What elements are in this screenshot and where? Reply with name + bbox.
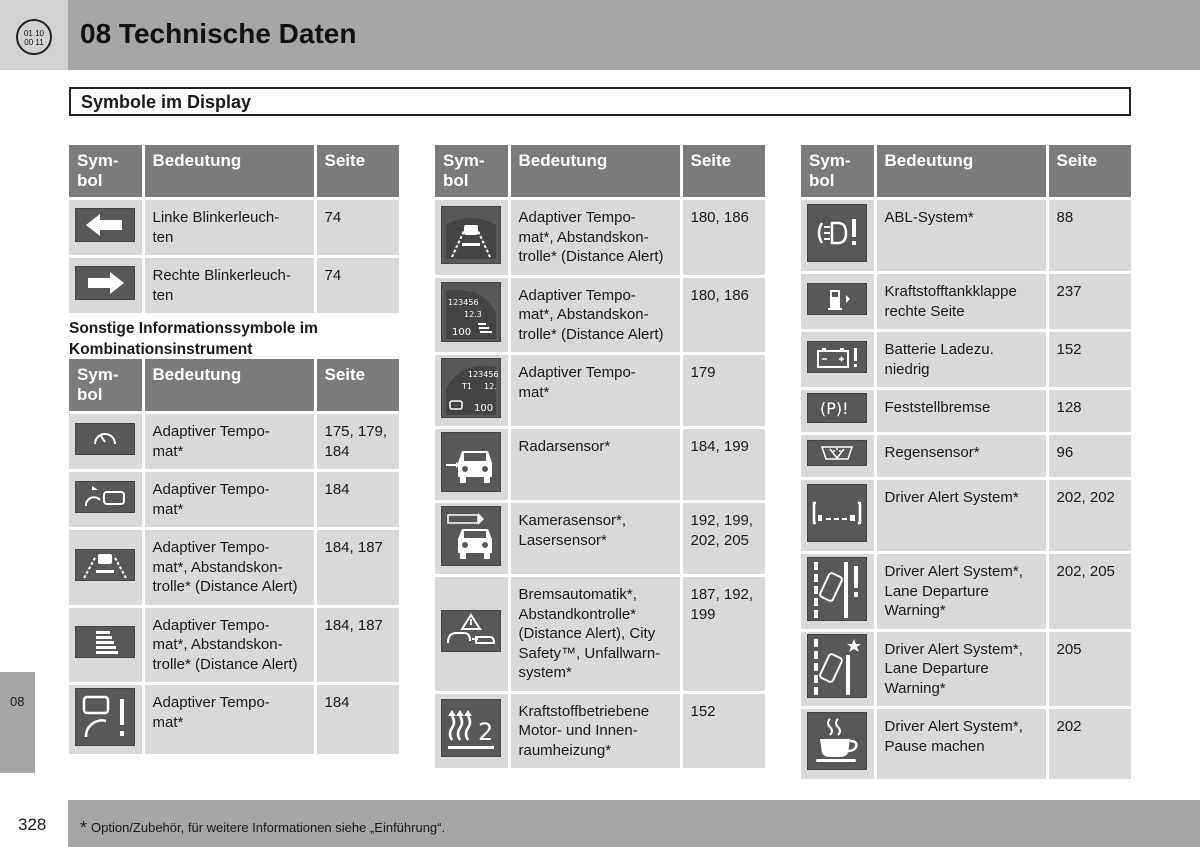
page-cell: 202, 202 — [1047, 479, 1131, 553]
display-trip-icon — [441, 358, 501, 418]
symbol-cell — [801, 479, 875, 553]
display-trip-label: T1 — [462, 381, 473, 391]
symbol-cell — [69, 257, 143, 315]
camera-sensor-icon — [441, 506, 501, 566]
page-cell: 205 — [1047, 630, 1131, 708]
table-row — [435, 354, 765, 428]
page-cell: 184, 187 — [315, 529, 399, 607]
page-title: 08 Technische Daten — [80, 18, 357, 49]
meaning-cell: Adaptiver Tempo- mat* — [143, 471, 315, 529]
meaning-cell: Regensensor* — [875, 434, 1047, 479]
display-trip: 12.3 — [464, 310, 483, 319]
symbol-cell — [69, 529, 143, 607]
meaning-cell: Driver Alert System*, Lane Departure Warning* — [875, 630, 1047, 708]
symbol-cell — [69, 684, 143, 756]
table-row — [801, 479, 1131, 553]
col-page: Seite — [681, 145, 765, 199]
table-row — [69, 199, 399, 257]
table-row — [801, 199, 1131, 273]
page-cell: 152 — [681, 692, 765, 770]
page-cell: 192, 199, 202, 205 — [681, 502, 765, 576]
meaning-cell: ABL-System* — [875, 199, 1047, 273]
header-left-block — [0, 0, 68, 70]
col-symbol: Sym- bol — [69, 145, 143, 199]
col-symbol: Sym- bol — [435, 145, 509, 199]
col-page: Seite — [1047, 145, 1131, 199]
symbol-cell — [69, 471, 143, 529]
radar-sensor-icon — [441, 432, 501, 492]
meaning-cell: Driver Alert System* — [875, 479, 1047, 553]
car-lane-icon — [75, 549, 135, 581]
page-cell: 237 — [1047, 273, 1131, 331]
col-symbol: Sym- bol — [69, 359, 143, 413]
right-symbol-table — [801, 145, 1131, 782]
table-row — [69, 606, 399, 684]
symbol-cell — [435, 428, 509, 502]
symbol-cell — [801, 630, 875, 708]
table-row — [801, 434, 1131, 479]
symbol-cell — [69, 413, 143, 471]
footnote-star: * — [80, 818, 88, 838]
meaning-cell: Adaptiver Tempo- mat*, Abstandskon- trolle* (Distance Alert) — [143, 529, 315, 607]
symbol-cell — [435, 502, 509, 576]
table-row — [69, 529, 399, 607]
coffee-cup-icon — [807, 712, 867, 770]
page-cell: 179 — [681, 354, 765, 428]
meaning-cell: Feststellbremse — [875, 389, 1047, 434]
fuel-pump-icon — [807, 283, 867, 315]
col-page: Seite — [315, 145, 399, 199]
symbol-cell — [801, 199, 875, 273]
badge-line-2: 00 11 — [24, 38, 44, 47]
display-odometer: 123456 — [468, 369, 499, 379]
headlight-warning-icon — [807, 204, 867, 262]
meaning-cell: Driver Alert System*, Pause machen — [875, 708, 1047, 781]
page-cell: 202 — [1047, 708, 1131, 781]
symbol-cell — [801, 331, 875, 389]
table-row — [69, 471, 399, 529]
table-row — [801, 708, 1131, 781]
page-cell: 184 — [315, 471, 399, 529]
symbol-cell — [801, 553, 875, 631]
table-row — [69, 684, 399, 756]
lane-departure-icon — [807, 557, 867, 621]
page-cell: 202, 205 — [1047, 553, 1131, 631]
sub-heading: Sonstige Informationssymbole im Kombinationsinstrument — [69, 320, 318, 358]
display-100-icon — [441, 282, 501, 342]
meaning-cell: Adaptiver Tempo- mat* — [143, 684, 315, 756]
badge-line-1: 01 10 — [23, 29, 45, 38]
symbol-cell — [435, 576, 509, 693]
speedometer-icon — [75, 423, 135, 455]
brake-warning-icon — [441, 610, 501, 652]
table-row — [435, 276, 765, 354]
meaning-cell: Kraftstoffbetriebene Motor- und Innen- raumheizung* — [509, 692, 681, 770]
meaning-cell: Radarsensor* — [509, 428, 681, 502]
display-speed: 100 — [474, 402, 494, 414]
table-row — [801, 273, 1131, 331]
display-odometer: 123456 — [448, 298, 479, 307]
col-meaning: Bedeutung — [143, 359, 315, 413]
symbol-cell — [435, 276, 509, 354]
section-box — [69, 87, 1131, 116]
page-cell: 187, 192, 199 — [681, 576, 765, 693]
chapter-side-tab — [0, 672, 35, 773]
distance-bars-icon — [75, 626, 135, 658]
col-meaning: Bedeutung — [509, 145, 681, 199]
meaning-cell: Adaptiver Tempo- mat*, Abstandskon- trolle* (Distance Alert) — [509, 276, 681, 354]
middle-symbol-table — [435, 145, 765, 771]
col-page: Seite — [315, 359, 399, 413]
page-cell: 175, 179, 184 — [315, 413, 399, 471]
meaning-cell: Batterie Ladezu. niedrig — [875, 331, 1047, 389]
parking-brake-label: (P)! — [820, 399, 849, 419]
page-cell: 74 — [315, 199, 399, 257]
table-row — [801, 630, 1131, 708]
left-symbol-table — [69, 145, 399, 316]
col-symbol: Sym- bol — [801, 145, 875, 199]
meaning-cell: Bremsautomatik*, Abstandkontrolle* (Distance Alert), City Safety™, Unfallwarn- system* — [509, 576, 681, 693]
symbol-cell — [435, 692, 509, 770]
meaning-cell: Adaptiver Tempo- mat* — [509, 354, 681, 428]
side-tab-label: 08 — [10, 694, 25, 709]
meaning-cell: Adaptiver Tempo- mat*, Abstandskon- trolle* (Distance Alert) — [143, 606, 315, 684]
car-gauge-icon — [75, 481, 135, 513]
page-cell: 184 — [315, 684, 399, 756]
page-cell: 96 — [1047, 434, 1131, 479]
footnote — [80, 818, 445, 839]
left-info-symbol-table — [69, 359, 399, 757]
page-cell: 128 — [1047, 389, 1131, 434]
table-row — [435, 692, 765, 770]
symbol-cell — [435, 199, 509, 277]
arrow-left-icon — [75, 208, 135, 242]
col-meaning: Bedeutung — [143, 145, 315, 199]
table-row — [69, 413, 399, 471]
chapter-badge-icon — [16, 19, 52, 55]
car-warning-icon — [75, 688, 135, 746]
page-cell: 74 — [315, 257, 399, 315]
display-trip-value: 12. — [484, 381, 497, 391]
table-row — [69, 257, 399, 315]
table-row — [801, 389, 1131, 434]
page-cell: 184, 187 — [315, 606, 399, 684]
page-cell: 184, 199 — [681, 428, 765, 502]
table-row — [435, 199, 765, 277]
symbol-cell — [69, 199, 143, 257]
meaning-cell: Kraftstofftankklappe rechte Seite — [875, 273, 1047, 331]
symbol-cell — [801, 434, 875, 479]
meaning-cell: Adaptiver Tempo- mat*, Abstandskon- trolle* (Distance Alert) — [509, 199, 681, 277]
symbol-cell — [69, 606, 143, 684]
meaning-cell: Adaptiver Tempo- mat* — [143, 413, 315, 471]
page-cell: 180, 186 — [681, 276, 765, 354]
page-number: 328 — [18, 815, 47, 834]
symbol-cell — [801, 389, 875, 434]
car-lane-display-icon — [441, 206, 501, 264]
meaning-cell: Driver Alert System*, Lane Departure Warning* — [875, 553, 1047, 631]
lane-departure-star-icon — [807, 634, 867, 698]
rain-sensor-icon — [807, 440, 867, 466]
battery-icon — [807, 341, 867, 373]
table-row — [801, 331, 1131, 389]
page-cell: 88 — [1047, 199, 1131, 273]
table-row — [435, 576, 765, 693]
heater-icon — [441, 699, 501, 757]
display-speed: 100 — [452, 327, 472, 338]
meaning-cell: Rechte Blinkerleuch- ten — [143, 257, 315, 315]
table-row — [435, 428, 765, 502]
section-title: Symbole im Display — [81, 92, 252, 112]
symbol-cell — [801, 708, 875, 781]
col-meaning: Bedeutung — [875, 145, 1047, 199]
arrow-right-icon — [75, 266, 135, 300]
meaning-cell: Linke Blinkerleuch- ten — [143, 199, 315, 257]
symbol-cell — [435, 354, 509, 428]
meaning-cell: Kamerasensor*, Lasersensor* — [509, 502, 681, 576]
table-row — [801, 553, 1131, 631]
footnote-text: Option/Zubehör, für weitere Informationen siehe „Einführung“. — [91, 820, 446, 835]
page-cell: 180, 186 — [681, 199, 765, 277]
symbol-cell — [801, 273, 875, 331]
parking-brake-icon — [807, 393, 867, 423]
heater-level: 2 — [478, 718, 494, 746]
driver-alert-icon — [807, 484, 867, 542]
table-row — [435, 502, 765, 576]
page-cell: 152 — [1047, 331, 1131, 389]
